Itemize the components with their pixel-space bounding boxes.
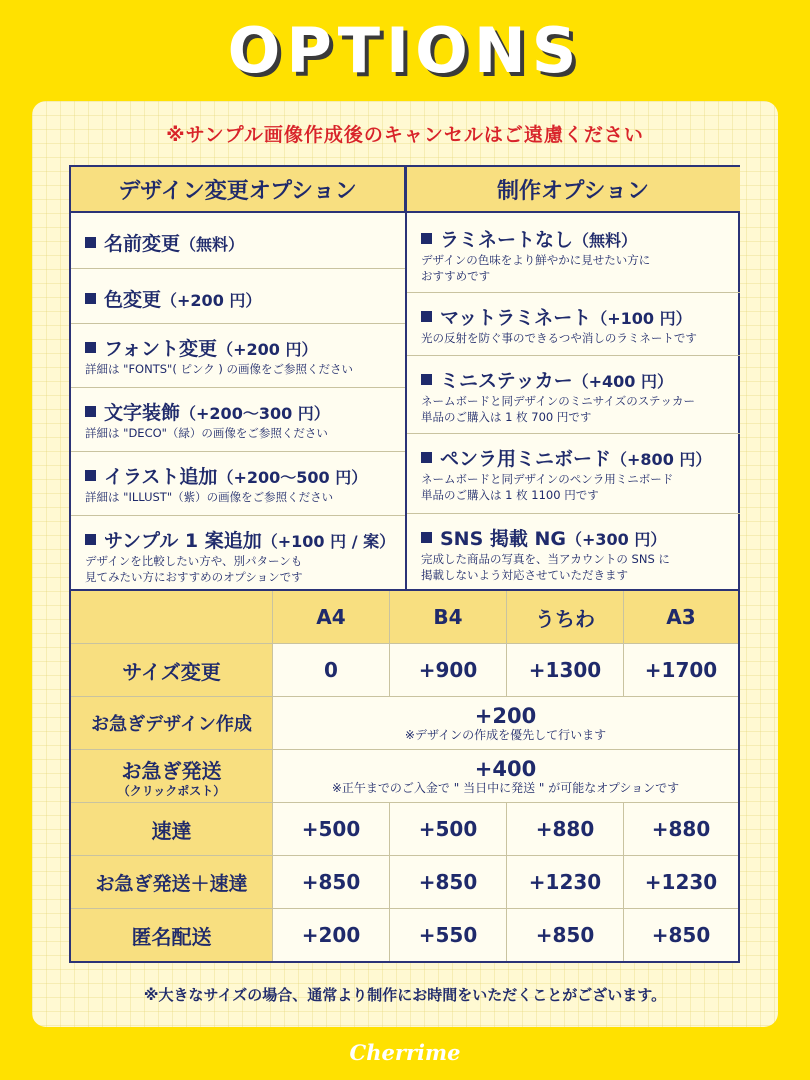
table-cell: +500 [273, 803, 390, 855]
table-cell: 0 [273, 644, 390, 696]
brand-logo: Cherrime [349, 1040, 461, 1065]
row-label: お急ぎ発送 （クリックポスト） [71, 750, 273, 802]
page-title: OPTIONS [227, 14, 583, 87]
table-row-anonymous [71, 909, 738, 961]
table-row-rush-express [71, 856, 738, 909]
table-row-express [71, 803, 738, 856]
production-option-penlight-board: ペンラ用ミニボード（+800 円） ネームボードと同デザインのペンラ用ミニボード 単品のご購入は 1 枚 1100 円です [407, 434, 740, 514]
table-cell: +850 [624, 909, 738, 961]
square-bullet-icon [421, 452, 432, 463]
column-header-b4: B4 [390, 591, 507, 643]
production-option-sns-ng: SNS 掲載 NG（+300 円） 完成した商品の写真を、当アカウントの SNS に 掲載しないよう対応させていただきます [421, 528, 670, 582]
design-option-font-change: フォント変更（+200 円） 詳細は "FONTS"( ピンク ) の画像をご参照ください [71, 324, 405, 388]
table-cell: +880 [507, 803, 624, 855]
table-header-row [71, 591, 738, 644]
square-bullet-icon [85, 534, 96, 545]
table-cell: +1230 [507, 856, 624, 908]
square-bullet-icon [85, 406, 96, 417]
table-cell: +200 [273, 909, 390, 961]
table-cell: +500 [390, 803, 507, 855]
square-bullet-icon [85, 342, 96, 353]
square-bullet-icon [421, 311, 432, 322]
row-label: 匿名配送 [71, 909, 273, 961]
production-option-no-laminate: ラミネートなし（無料） デザインの色味をより鮮やかに見せたい方に おすすめです [407, 213, 740, 293]
production-options-header: 制作オプション [406, 167, 740, 213]
table-row-rush-design [71, 697, 738, 750]
square-bullet-icon [421, 233, 432, 244]
price-table [69, 591, 740, 963]
table-cell: +900 [390, 644, 507, 696]
square-bullet-icon [85, 237, 96, 248]
table-cell: +880 [624, 803, 738, 855]
table-cell: +850 [507, 909, 624, 961]
table-cell: +850 [273, 856, 390, 908]
table-cell: +550 [390, 909, 507, 961]
row-label: サイズ変更 [71, 644, 273, 696]
design-options-header: デザイン変更オプション [71, 167, 406, 213]
row-label: 速達 [71, 803, 273, 855]
size-footnote: ※大きなサイズの場合、通常より制作にお時間をいただくことがございます。 [143, 986, 667, 1004]
table-cell: +1230 [624, 856, 738, 908]
table-cell: +1700 [624, 644, 738, 696]
design-option-illust: イラスト追加（+200～500 円） 詳細は "ILLUST"（紫）の画像をご参照ください [71, 452, 405, 516]
square-bullet-icon [85, 470, 96, 481]
square-bullet-icon [85, 293, 96, 304]
design-option-sample: サンプル 1 案追加（+100 円 / 案） デザインを比較したい方や、別パターンも 見てみたい方におすすめのオプションです [85, 530, 396, 584]
table-cell: +1300 [507, 644, 624, 696]
design-option-name-change: 名前変更（無料） [71, 213, 405, 269]
column-header-uchiwa: うちわ [507, 591, 624, 643]
merged-cell: +400 ※正午までのご入金で " 当日中に発送 " が可能なオプションです [273, 750, 738, 802]
table-cell: +850 [390, 856, 507, 908]
merged-cell: +200 ※デザインの作成を優先して行います [273, 697, 738, 749]
design-option-text-deco: 文字装飾（+200～300 円） 詳細は "DECO"（緑）の画像をご参照ください [71, 388, 405, 452]
row-label: お急ぎデザイン作成 [71, 697, 273, 749]
table-row-rush-shipping [71, 750, 738, 803]
row-label: お急ぎ発送＋速達 [71, 856, 273, 908]
column-header-a3: A3 [624, 591, 738, 643]
design-option-color-change: 色変更（+200 円） [71, 269, 405, 324]
cancel-notice: ※サンプル画像作成後のキャンセルはご遠慮ください [166, 124, 644, 146]
options-table [69, 165, 740, 591]
production-option-matte-laminate: マットラミネート（+100 円） 光の反射を防ぐ事のできるつや消しのラミネートです [407, 293, 740, 356]
corner-cell [71, 591, 273, 643]
square-bullet-icon [421, 532, 432, 543]
table-row-size-change [71, 644, 738, 697]
square-bullet-icon [421, 374, 432, 385]
column-header-a4: A4 [273, 591, 390, 643]
production-option-mini-sticker: ミニステッカー（+400 円） ネームボードと同デザインのミニサイズのステッカー 単品のご購入は 1 枚 700 円です [407, 356, 740, 434]
